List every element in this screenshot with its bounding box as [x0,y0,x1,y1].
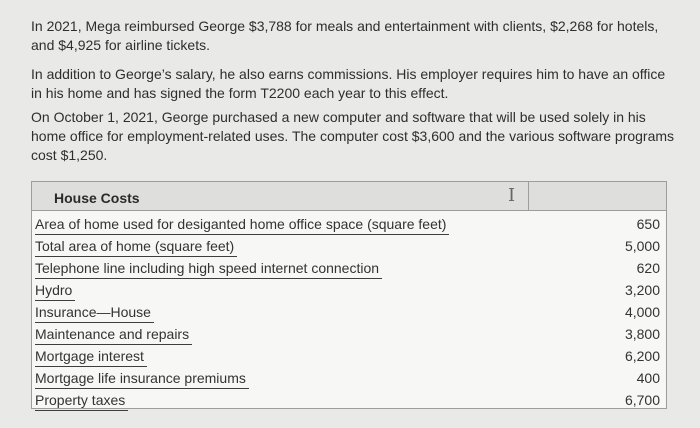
row-value: 3,800 [624,326,660,342]
paragraph-computer-purchase: On October 1, 2021, George purchased a new computer and software that will be used solely in his home office for employment-related uses. The computer cost $3,600 and the various software programs cost $1,250. [31,109,675,163]
row-label: Property taxes [35,389,128,411]
table-header [31,181,667,211]
row-value: 400 [636,370,660,386]
table-title: House Costs [54,190,140,206]
row-value: 6,700 [624,392,660,408]
row-value: 620 [636,260,660,276]
row-label: Mortgage life insurance premiums [35,367,249,389]
header-divider [528,181,550,211]
row-value: 6,200 [624,348,660,364]
table-row [32,301,666,323]
table-body [31,211,667,409]
row-label: Insurance—House [35,301,154,323]
table-row [32,279,666,301]
row-value: 5,000 [624,238,660,254]
row-label: Mortgage interest [35,345,147,367]
table-row [32,257,666,279]
row-label: Hydro [35,279,75,301]
row-label: Area of home used for desiganted home office space (square feet) [35,213,449,235]
row-label: Total area of home (square feet) [35,235,237,257]
row-value: 4,000 [624,304,660,320]
table-row [32,213,666,235]
paragraph-reimbursements: In 2021, Mega reimbursed George $3,788 for meals and entertainment with clients, $2,268 for hotels, and $4,925 for airline tickets. [31,18,659,53]
table-row [32,367,666,389]
row-label: Maintenance and repairs [35,323,192,345]
table-row [32,323,666,345]
text-cursor-icon: I [508,185,516,206]
row-value: 3,200 [624,282,660,298]
table-row [32,389,666,411]
house-costs-table [31,181,667,411]
table-row [32,235,666,257]
row-value: 650 [636,216,660,232]
table-row [32,345,666,367]
row-label: Telephone line including high speed internet connection [35,257,382,279]
paragraph-commissions: In addition to George’s salary, he also earns commissions. His employer requires him to have an office in his home and has signed the form T2200 each year to this effect. [31,66,666,101]
